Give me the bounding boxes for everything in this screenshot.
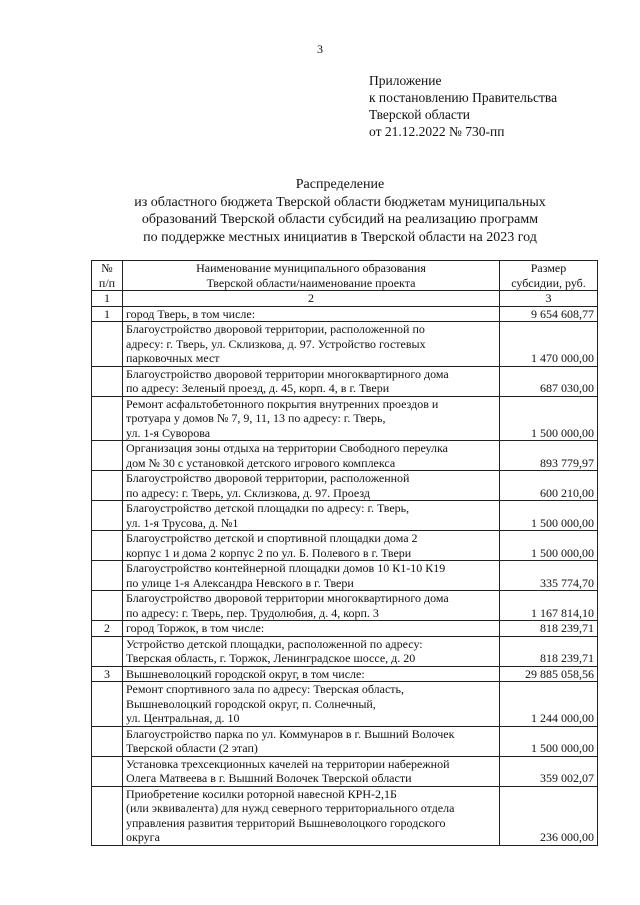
project-name-line: ул. Центральная, д. 10 bbox=[126, 711, 240, 725]
table-row bbox=[92, 306, 598, 322]
table-row bbox=[92, 786, 598, 845]
header-number bbox=[92, 261, 123, 291]
subsidy-amount: 29 885 058,56 bbox=[500, 666, 598, 682]
column-number: 3 bbox=[500, 291, 598, 307]
table-row bbox=[92, 322, 598, 367]
subsidy-amount: 1 500 000,00 bbox=[500, 531, 598, 561]
project-name bbox=[123, 726, 500, 756]
subsidy-amount: 236 000,00 bbox=[500, 786, 598, 845]
project-name bbox=[123, 396, 500, 441]
row-number bbox=[92, 786, 123, 845]
document-title bbox=[80, 176, 600, 246]
table-row bbox=[92, 441, 598, 471]
row-number bbox=[92, 471, 123, 501]
subsidy-amount: 1 244 000,00 bbox=[500, 682, 598, 727]
project-name bbox=[123, 636, 500, 666]
row-number bbox=[92, 726, 123, 756]
column-number: 1 bbox=[92, 291, 123, 307]
project-name bbox=[123, 501, 500, 531]
project-name-line: город Тверь, в том числе: bbox=[126, 306, 256, 321]
subsidy-amount: 335 774,70 bbox=[500, 561, 598, 591]
row-number bbox=[92, 501, 123, 531]
column-number-row bbox=[92, 291, 598, 307]
project-name bbox=[123, 561, 500, 591]
project-name bbox=[123, 441, 500, 471]
project-name-line: Вышневолоцкий городской округ, п. Солнечный, bbox=[126, 696, 376, 711]
title-line: образований Тверской области субсидий на реализацию программ bbox=[141, 212, 539, 227]
project-name-line: город Торжок, в том числе: bbox=[126, 621, 265, 635]
table-row bbox=[92, 366, 598, 396]
row-number bbox=[92, 366, 123, 396]
row-number bbox=[92, 756, 123, 786]
table-row bbox=[92, 531, 598, 561]
project-name-line: Благоустройство детской и спортивной площадки дома 2 bbox=[126, 531, 418, 545]
row-number bbox=[92, 561, 123, 591]
row-number bbox=[92, 396, 123, 441]
project-name-line: Установка трехсекционных качелей на территории набережной bbox=[126, 756, 450, 771]
header-number-line: № bbox=[101, 261, 113, 275]
page-number: 3 bbox=[317, 42, 323, 56]
subsidy-amount: 359 002,07 bbox=[500, 756, 598, 786]
project-name-line: Благоустройство парка по ул. Коммунаров в г. Вышний Волочек bbox=[126, 726, 455, 741]
row-number bbox=[92, 591, 123, 621]
project-name-line: ул. 1-я Трусова, д. №1 bbox=[126, 515, 239, 530]
project-name-line: Вышневолоцкий городской округ, в том числе: bbox=[126, 666, 365, 681]
subsidy-amount: 687 030,00 bbox=[500, 366, 598, 396]
project-name-line: по адресу: г. Тверь, ул. Склизкова, д. 97. Проезд bbox=[126, 485, 371, 500]
project-name-line: по адресу: Зеленый проезд, д. 45, корп. 4, в г. Твери bbox=[126, 381, 390, 395]
table-row bbox=[92, 396, 598, 441]
header-amount-line: субсидии, руб. bbox=[511, 275, 586, 290]
appendix-line: Приложение bbox=[369, 73, 442, 88]
project-name-line: Благоустройство дворовой территории многоквартирного дома bbox=[126, 366, 449, 381]
project-name-line: ул. 1-я Суворова bbox=[126, 425, 211, 440]
project-name-line: корпус 1 и дома 2 корпус 2 по ул. Б. Полевого в г. Твери bbox=[126, 545, 412, 560]
project-name bbox=[123, 756, 500, 786]
header-name bbox=[123, 261, 500, 291]
subsidy-amount: 1 470 000,00 bbox=[500, 322, 598, 367]
table-header-row bbox=[92, 261, 598, 291]
table-row bbox=[92, 682, 598, 727]
project-name-line: Олега Матвеева в г. Вышний Волочек Тверской области bbox=[126, 771, 412, 785]
project-name-line: управления развития территорий Вышневолоцкого городского bbox=[126, 815, 446, 830]
row-number bbox=[92, 441, 123, 471]
header-name-line: Тверской области/наименование проекта bbox=[206, 275, 416, 290]
row-number bbox=[92, 531, 123, 561]
project-name bbox=[123, 682, 500, 727]
subsidy-table bbox=[91, 260, 598, 846]
project-name-line: Тверская область, г. Торжок, Ленинградское шоссе, д. 20 bbox=[126, 651, 416, 665]
table-row bbox=[92, 636, 598, 666]
title-line: Распределение bbox=[295, 177, 385, 192]
row-number bbox=[92, 636, 123, 666]
project-name-line: округа bbox=[126, 830, 160, 844]
appendix-line: от 21.12.2022 № 730-пп bbox=[369, 124, 505, 139]
table-row bbox=[92, 471, 598, 501]
project-name-line: Ремонт спортивного зала по адресу: Тверская область, bbox=[126, 682, 405, 696]
project-name-line: Тверской области (2 этап) bbox=[126, 741, 258, 755]
header-name-line: Наименование муниципального образования bbox=[196, 261, 426, 275]
appendix-line: Тверской области bbox=[369, 107, 470, 122]
project-name bbox=[123, 471, 500, 501]
project-name bbox=[123, 322, 500, 367]
subsidy-amount: 1 500 000,00 bbox=[500, 396, 598, 441]
appendix-line: к постановлению Правительства bbox=[369, 90, 558, 105]
project-name bbox=[123, 621, 500, 637]
project-name bbox=[123, 306, 500, 322]
table-row bbox=[92, 726, 598, 756]
column-number: 2 bbox=[123, 291, 500, 307]
title-line: по поддержке местных инициатив в Тверской области на 2023 год bbox=[143, 229, 537, 245]
header-amount bbox=[500, 261, 598, 291]
table-row bbox=[92, 621, 598, 637]
project-name-line: тротуара у домов № 7, 9, 11, 13 по адресу: г. Тверь, bbox=[126, 411, 386, 425]
project-name-line: Благоустройство дворовой территории, расположенной bbox=[126, 471, 410, 485]
subsidy-amount: 1 500 000,00 bbox=[500, 501, 598, 531]
table-row bbox=[92, 501, 598, 531]
row-number bbox=[92, 682, 123, 727]
row-number bbox=[92, 322, 123, 367]
subsidy-amount: 818 239,71 bbox=[500, 636, 598, 666]
project-name bbox=[123, 366, 500, 396]
table-row bbox=[92, 591, 598, 621]
header-amount-line: Размер bbox=[530, 261, 567, 275]
project-name-line: Приобретение косилки роторной навесной КРН-2,1Б bbox=[126, 786, 397, 801]
subsidy-amount: 600 210,00 bbox=[500, 471, 598, 501]
project-name bbox=[123, 591, 500, 621]
project-name-line: адресу: г. Тверь, ул. Склизкова, д. 97. Устройство гостевых bbox=[126, 336, 426, 351]
project-name-line: Благоустройство дворовой территории, расположенной по bbox=[126, 322, 425, 336]
subsidy-amount: 1 500 000,00 bbox=[500, 726, 598, 756]
project-name-line: Организация зоны отдыха на территории Свободного переулка bbox=[126, 441, 448, 455]
project-name-line: Благоустройство контейнерной площадки домов 10 К1-10 К19 bbox=[126, 561, 446, 575]
project-name bbox=[123, 786, 500, 845]
subsidy-amount: 9 654 608,77 bbox=[500, 306, 598, 322]
project-name-line: по улице 1-я Александра Невского в г. Твери bbox=[126, 575, 354, 590]
project-name bbox=[123, 666, 500, 682]
project-name-line: дом № 30 с установкой детского игрового комплекса bbox=[126, 455, 396, 470]
subsidy-amount: 893 779,97 bbox=[500, 441, 598, 471]
table-row bbox=[92, 561, 598, 591]
project-name-line: Благоустройство дворовой территории многоквартирного дома bbox=[126, 591, 449, 605]
row-number: 3 bbox=[92, 666, 123, 682]
project-name bbox=[123, 531, 500, 561]
project-name-line: Благоустройство детской площадки по адресу: г. Тверь, bbox=[126, 501, 410, 515]
subsidy-amount: 818 239,71 bbox=[500, 621, 598, 637]
table-row bbox=[92, 666, 598, 682]
appendix-block bbox=[369, 72, 557, 140]
table-row bbox=[92, 756, 598, 786]
project-name-line: парковочных мест bbox=[126, 351, 220, 365]
header-number-line: п/п bbox=[98, 275, 116, 290]
project-name-line: (или эквивалента) для нужд северного территориального отдела bbox=[126, 801, 455, 815]
project-name-line: по адресу: г. Тверь, пер. Трудолюбия, д. 4, корп. 3 bbox=[126, 605, 379, 620]
row-number: 1 bbox=[92, 306, 123, 322]
subsidy-amount: 1 167 814,10 bbox=[500, 591, 598, 621]
project-name-line: Устройство детской площадки, расположенной по адресу: bbox=[126, 636, 423, 651]
row-number: 2 bbox=[92, 621, 123, 637]
title-line: из областного бюджета Тверской области бюджетам муниципальных bbox=[134, 194, 546, 210]
project-name-line: Ремонт асфальтобетонного покрытия внутренних проездов и bbox=[126, 396, 439, 411]
